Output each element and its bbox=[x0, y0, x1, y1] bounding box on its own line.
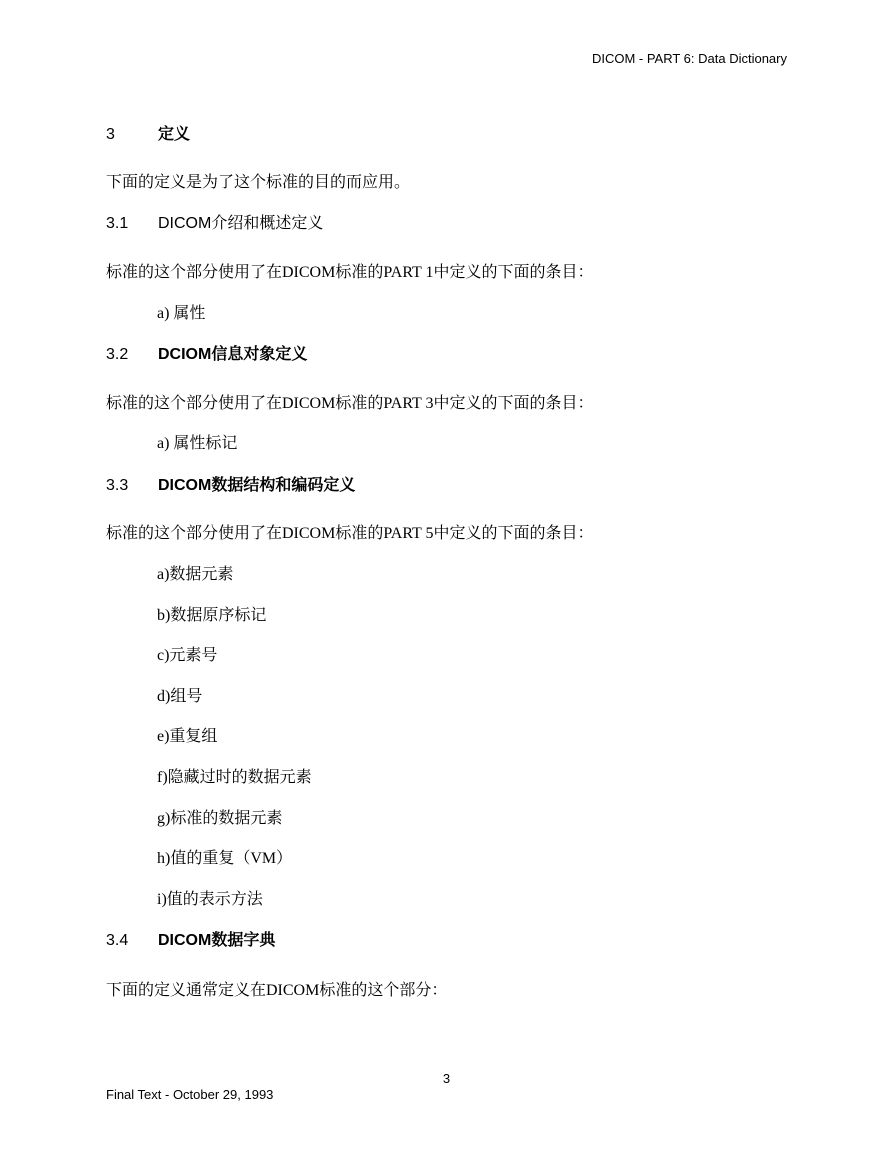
page-number: 3 bbox=[442, 1071, 451, 1086]
section-number: 3.2 bbox=[106, 346, 129, 363]
section-number: 3 bbox=[106, 126, 115, 143]
section-3-3-text: 标准的这个部分使用了在DICOM标准的PART 5中定义的下面的条目： bbox=[106, 525, 594, 542]
list-item: h)值的重复（VM） bbox=[157, 850, 293, 867]
section-3-intro: 下面的定义是为了这个标准的目的而应用。 bbox=[106, 174, 411, 191]
list-item: a) 属性 bbox=[157, 305, 206, 322]
section-3-1-text: 标准的这个部分使用了在DICOM标准的PART 1中定义的下面的条目： bbox=[106, 264, 594, 281]
list-item: e)重复组 bbox=[157, 728, 218, 745]
section-number: 3.1 bbox=[106, 215, 129, 232]
section-title: DICOM数据字典 bbox=[158, 932, 276, 949]
page-footer: Final Text - October 29, 1993 bbox=[106, 1087, 274, 1102]
list-item: c)元素号 bbox=[157, 647, 218, 664]
list-item: f)隐藏过时的数据元素 bbox=[157, 769, 312, 786]
section-title: 定义 bbox=[158, 126, 191, 143]
section-3-2-text: 标准的这个部分使用了在DICOM标准的PART 3中定义的下面的条目： bbox=[106, 395, 594, 412]
page-header: DICOM - PART 6: Data Dictionary bbox=[591, 51, 787, 66]
list-item: g)标准的数据元素 bbox=[157, 810, 283, 827]
section-title: DICOM介绍和概述定义 bbox=[158, 215, 324, 232]
list-item: d)组号 bbox=[157, 688, 203, 705]
section-number: 3.4 bbox=[106, 932, 129, 949]
list-item: a)数据元素 bbox=[157, 566, 234, 583]
list-item: b)数据原序标记 bbox=[157, 607, 267, 624]
list-item: a) 属性标记 bbox=[157, 435, 238, 452]
section-3-4-text: 下面的定义通常定义在DICOM标准的这个部分： bbox=[106, 982, 448, 999]
list-item: i)值的表示方法 bbox=[157, 891, 263, 908]
section-number: 3.3 bbox=[106, 477, 129, 494]
section-title: DICOM数据结构和编码定义 bbox=[158, 477, 356, 494]
section-title: DCIOM信息对象定义 bbox=[158, 346, 308, 363]
